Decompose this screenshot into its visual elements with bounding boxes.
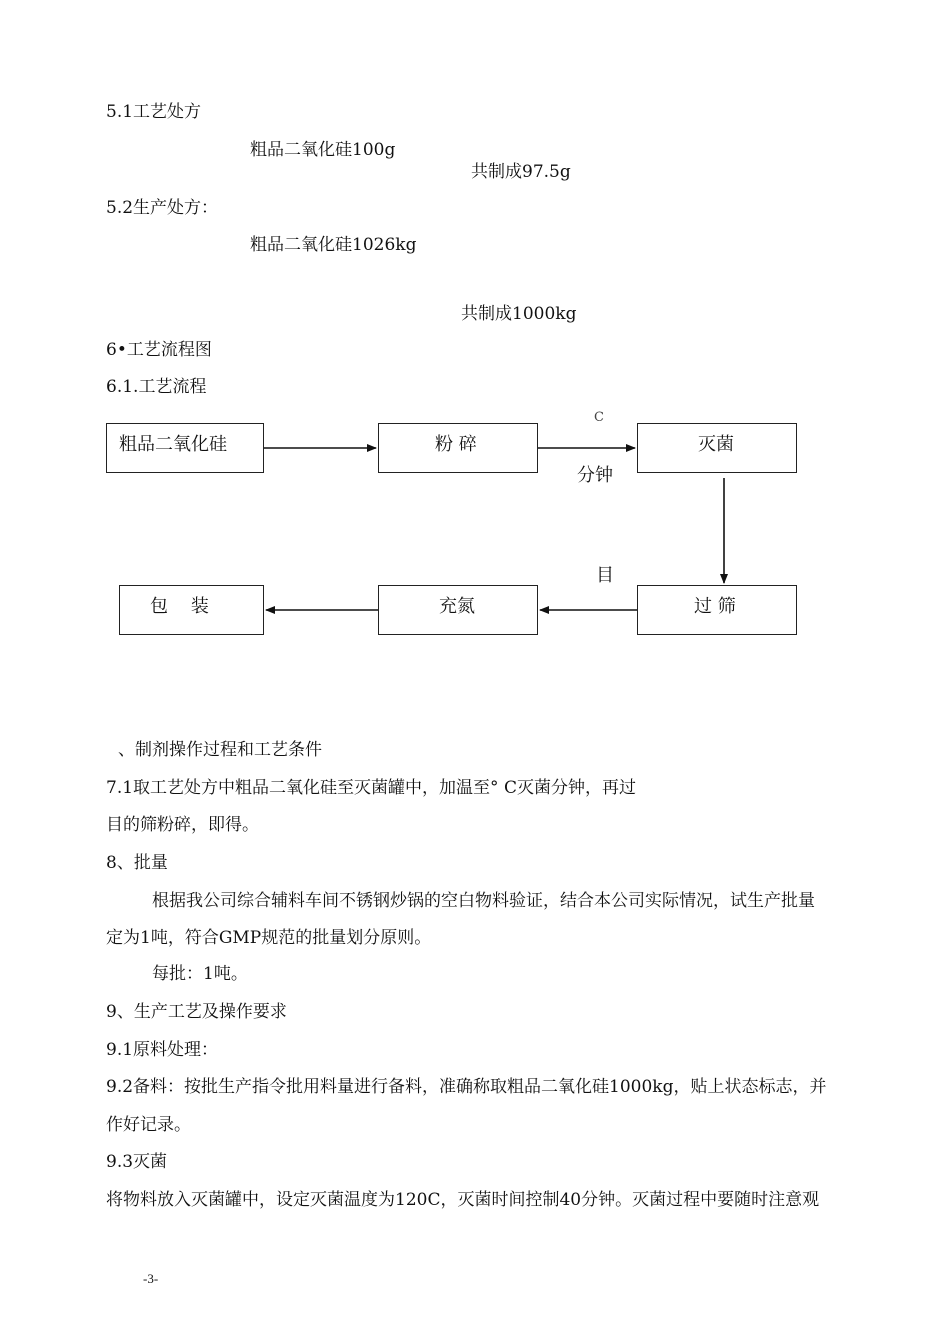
section-5-1-ingredient: 粗品二氧化硅100g [250, 140, 396, 160]
section-8-para-line1: 根据我公司综合辅料车间不锈钢炒锅的空白物料验证，结合本公司实际情况，试生产批量 [152, 891, 815, 911]
section-9-1: 9.1原料处理： [106, 1040, 219, 1060]
section-7-1-line1: 7.1取工艺处方中粗品二氧化硅至灭菌罐中，加温至° C灭菌分钟，再过 [106, 778, 636, 798]
section-7-title: 、制剂操作过程和工艺条件 [118, 740, 322, 760]
section-9-2-line1: 9.2备料：按批生产指令批用料量进行备料，准确称取粗品二氧化硅1000kg，贴上状态标志，并 [106, 1077, 827, 1097]
flow-note-mesh: 目 [596, 565, 614, 586]
flow-step-label: 包 装 [150, 596, 209, 617]
section-7-1-line2: 目的筛粉碎，即得。 [106, 815, 259, 835]
section-9-3-title: 9.3灭菌 [106, 1152, 168, 1172]
section-5-1-title: 5.1工艺处方 [106, 102, 202, 122]
page-number: -3- [143, 1271, 159, 1286]
section-9-2-line2: 作好记录。 [106, 1115, 191, 1135]
section-5-1-yield: 共制成97.5g [471, 162, 571, 182]
section-9-3-para: 将物料放入灭菌罐中，设定灭菌温度为120C，灭菌时间控制40分钟。灭菌过程中要随时注意观 [106, 1190, 820, 1210]
section-9-title: 9、生产工艺及操作要求 [106, 1002, 287, 1022]
section-8-per-batch: 每批：1吨。 [152, 964, 248, 984]
section-8-title: 8、批量 [106, 853, 168, 873]
flow-step-label: 粉 碎 [435, 434, 477, 455]
flow-step-label: 充氮 [439, 596, 475, 617]
flow-step-label: 过 筛 [694, 596, 736, 617]
flow-note-minutes: 分钟 [577, 465, 613, 486]
section-5-2-title: 5.2生产处方： [106, 198, 219, 218]
section-6-1-title: 6.1.工艺流程 [106, 377, 207, 397]
flow-note-celsius: C [594, 410, 604, 425]
flow-step-label: 灭菌 [698, 434, 734, 455]
section-5-2-yield: 共制成1000kg [461, 304, 577, 324]
flow-step-label: 粗品二氧化硅 [119, 434, 227, 455]
section-8-para-line2: 定为1吨，符合GMP规范的批量划分原则。 [106, 928, 432, 948]
section-5-2-ingredient: 粗品二氧化硅1026kg [250, 235, 417, 255]
section-6-title: 6•工艺流程图 [106, 340, 212, 360]
